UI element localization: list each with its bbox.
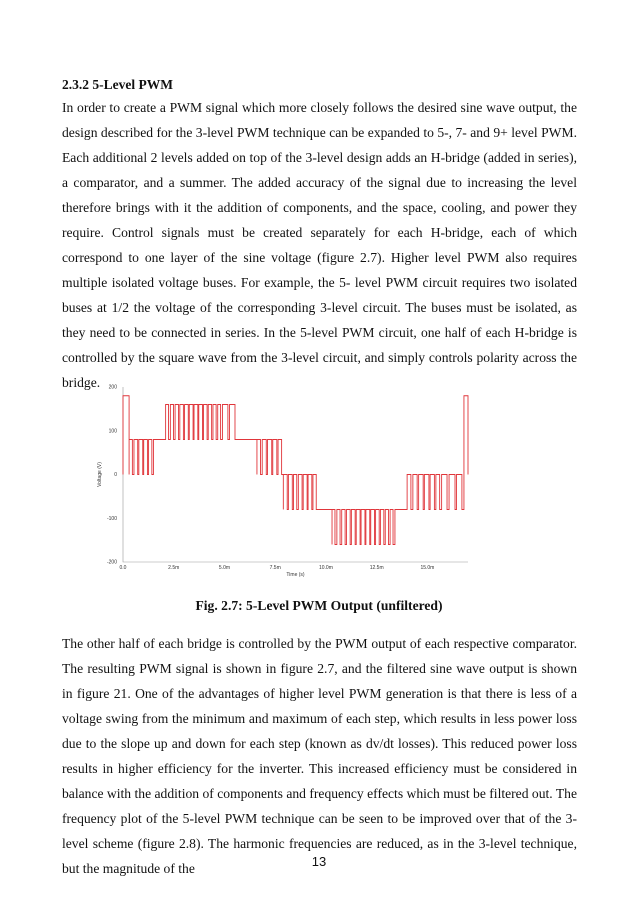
x-tick-label: 0.0 xyxy=(119,565,127,571)
y-tick-label: 200 xyxy=(108,384,117,391)
body-paragraph-2: The other half of each bridge is controlled by the PWM output of each respective comparator. The resulting PWM signal is shown in figure 2.7, and the filtered sine wave output is shown in figure 21. One of the advantages of higher level PWM generation is that there is less of a voltage swing from the minimum and maximum of each step, which results in less power loss due to the slope up and down for each step (known as dv/dt losses). This reduced power loss results in higher efficiency for the inverter. This increased efficiency must be considered in balance with the addition of components and frequency effects which must be filtered out. The frequency plot of the 5-level PWM technique can be seen to be improved over that of the 3- level scheme (figure 2.8). The harmonic frequencies are reduced, as in the 3-level technique, but the magnitude of the xyxy=(62,636,577,876)
y-tick-label: 100 xyxy=(108,428,117,435)
x-tick-label: 5.0m xyxy=(218,565,231,571)
x-tick-label: 7.5m xyxy=(269,565,281,571)
pwm-waveform-line xyxy=(123,396,468,545)
body-paragraph-1: In order to create a PWM signal which more closely follows the desired sine wave output, the design described for the 3-level PWM technique can be expanded to 5-, 7- and 9+ level PWM. Each additional 2 levels added on top of the 3-level design adds an H-bridge (added in series), a comparator, and a summer. The added accuracy of the signal due to increasing the level therefore brings with it the addition of components, and the space, cooling, and power they require. Control signals must be created separately for each H-bridge, each of which correspond to one layer of the sine voltage (figure 2.7). Higher level PWM also requires multiple isolated voltage buses. For example, the 5- level PWM circuit requires two isolated buses at 1/2 the voltage of the corresponding 3-level circuit. The buses must be isolated, as they need to be connected in series. In the 5-level PWM circuit, one half of each H-bridge is controlled by the square wave from the 3-level circuit, and simply controls polarity across the bridge. xyxy=(62,100,577,390)
y-tick-label: -200 xyxy=(106,559,117,566)
y-axis-label: Voltage (V) xyxy=(97,462,103,487)
section-heading: 2.3.2 5-Level PWM xyxy=(62,77,173,92)
page-number: 13 xyxy=(311,854,327,869)
x-tick-label: 12.5m xyxy=(369,565,384,571)
pwm-output-chart xyxy=(85,375,505,585)
y-tick-label: 0 xyxy=(114,472,117,478)
y-tick-label: -100 xyxy=(106,515,117,522)
figure-caption: Fig. 2.7: 5-Level PWM Output (unfiltered) xyxy=(195,598,443,613)
x-tick-label: 2.5m xyxy=(168,565,180,571)
x-axis-label: Time (s) xyxy=(286,572,305,578)
x-tick-label: 10.0m xyxy=(318,565,333,571)
x-tick-label: 15.0m xyxy=(420,565,435,571)
